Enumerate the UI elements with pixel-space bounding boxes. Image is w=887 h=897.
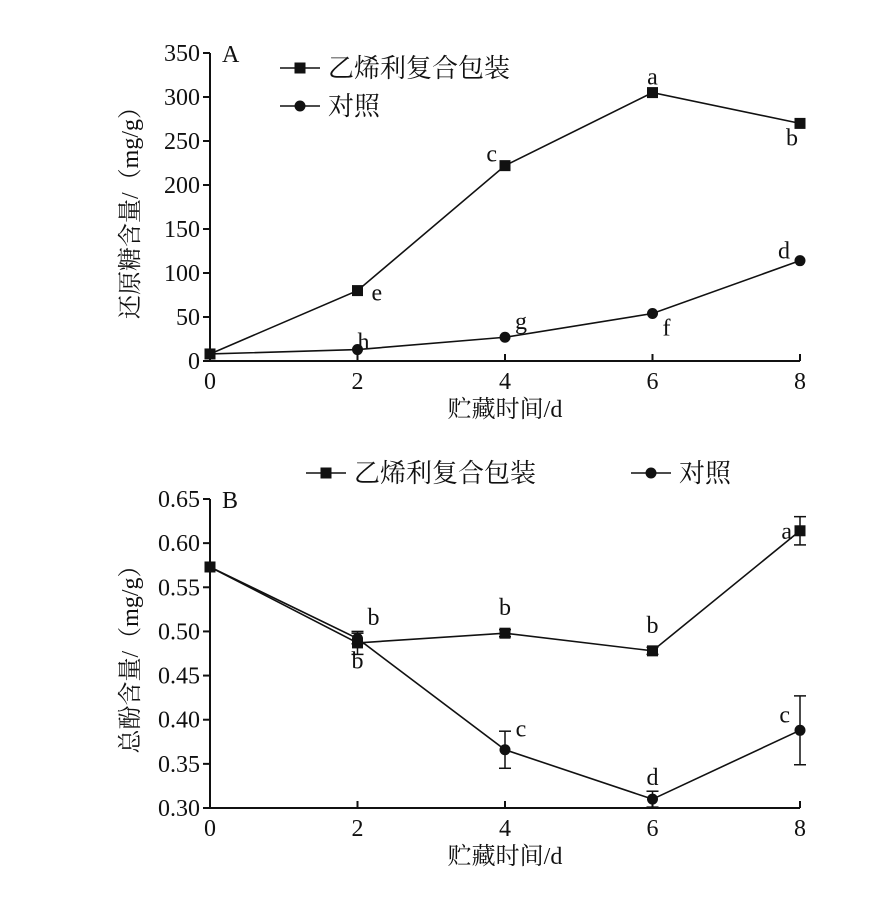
data-point-circle <box>500 744 511 755</box>
significance-label: c <box>779 702 790 729</box>
significance-label: e <box>371 280 383 307</box>
y-tick-label: 0.50 <box>158 619 200 646</box>
legend <box>280 54 510 121</box>
legend-marker-square <box>321 468 332 479</box>
significance-label: h <box>357 329 370 356</box>
y-tick-label: 0 <box>188 349 200 375</box>
x-tick-label: 6 <box>646 369 659 395</box>
panel-label: A <box>222 42 240 68</box>
significance-label: c <box>515 716 527 743</box>
data-point-circle <box>647 308 658 319</box>
series-line <box>210 93 800 354</box>
significance-label: b <box>499 595 511 622</box>
legend-marker-circle <box>646 468 657 479</box>
legend-label: 乙烯利复合包装 <box>328 54 511 83</box>
y-tick-label: 0.65 <box>158 487 200 513</box>
legend-label: 对照 <box>679 459 732 488</box>
panel-label: B <box>222 488 239 514</box>
y-tick-label: 100 <box>164 261 200 287</box>
data-point-square <box>795 525 806 536</box>
data-point-square <box>352 285 363 296</box>
significance-label: g <box>515 309 527 336</box>
y-tick-label: 0.30 <box>158 796 200 822</box>
y-tick-label: 250 <box>164 129 200 155</box>
x-tick-label: 8 <box>794 369 806 395</box>
y-tick-label: 0.55 <box>158 575 200 602</box>
panel-a-reducing-sugar-chart <box>117 41 806 423</box>
significance-label: b <box>351 648 364 675</box>
significance-label: b <box>646 612 659 639</box>
legend-marker-square <box>295 63 306 74</box>
data-point-square <box>647 645 658 656</box>
x-tick-label: 0 <box>204 369 216 395</box>
data-point-circle <box>795 255 806 266</box>
x-axis-title: 贮藏时间/d <box>447 844 563 870</box>
y-tick-label: 350 <box>164 41 200 67</box>
significance-label: c <box>486 141 497 168</box>
y-tick-label: 0.60 <box>158 531 200 558</box>
y-axis-title: 还原糖含量/（mg/g） <box>118 94 144 320</box>
y-tick-label: 50 <box>176 305 200 331</box>
data-point-circle <box>647 794 658 805</box>
x-tick-label: 8 <box>794 816 806 842</box>
significance-label: f <box>662 315 671 342</box>
data-point-circle <box>795 725 806 736</box>
significance-label: a <box>781 518 792 545</box>
x-tick-label: 4 <box>499 369 511 395</box>
panel-b-total-phenol-chart <box>117 459 806 870</box>
y-tick-label: 0.45 <box>158 663 200 690</box>
data-point-circle <box>205 561 216 572</box>
legend-label: 乙烯利复合包装 <box>354 459 537 488</box>
data-point-circle <box>205 348 216 359</box>
legend <box>306 459 732 488</box>
x-tick-label: 2 <box>351 816 364 842</box>
y-tick-label: 150 <box>164 217 200 243</box>
x-tick-label: 2 <box>351 369 364 395</box>
significance-label: d <box>778 238 790 265</box>
data-point-circle <box>500 332 511 343</box>
significance-label: b <box>786 125 798 152</box>
x-tick-label: 6 <box>646 816 659 842</box>
significance-label: d <box>646 765 659 792</box>
y-tick-label: 300 <box>164 85 200 111</box>
y-tick-label: 200 <box>164 173 200 199</box>
x-axis-title: 贮藏时间/d <box>447 397 563 423</box>
data-point-square <box>500 628 511 639</box>
x-tick-label: 4 <box>499 816 511 842</box>
significance-label: a <box>647 64 658 91</box>
y-axis-title: 总酚含量/（mg/g） <box>118 553 144 754</box>
y-tick-label: 0.35 <box>158 751 200 778</box>
significance-label: b <box>367 604 380 631</box>
y-tick-label: 0.40 <box>158 707 200 734</box>
data-point-circle <box>352 633 363 644</box>
legend-label: 对照 <box>328 92 381 121</box>
legend-marker-circle <box>295 101 306 112</box>
x-tick-label: 0 <box>204 816 216 842</box>
data-point-square <box>500 160 511 171</box>
